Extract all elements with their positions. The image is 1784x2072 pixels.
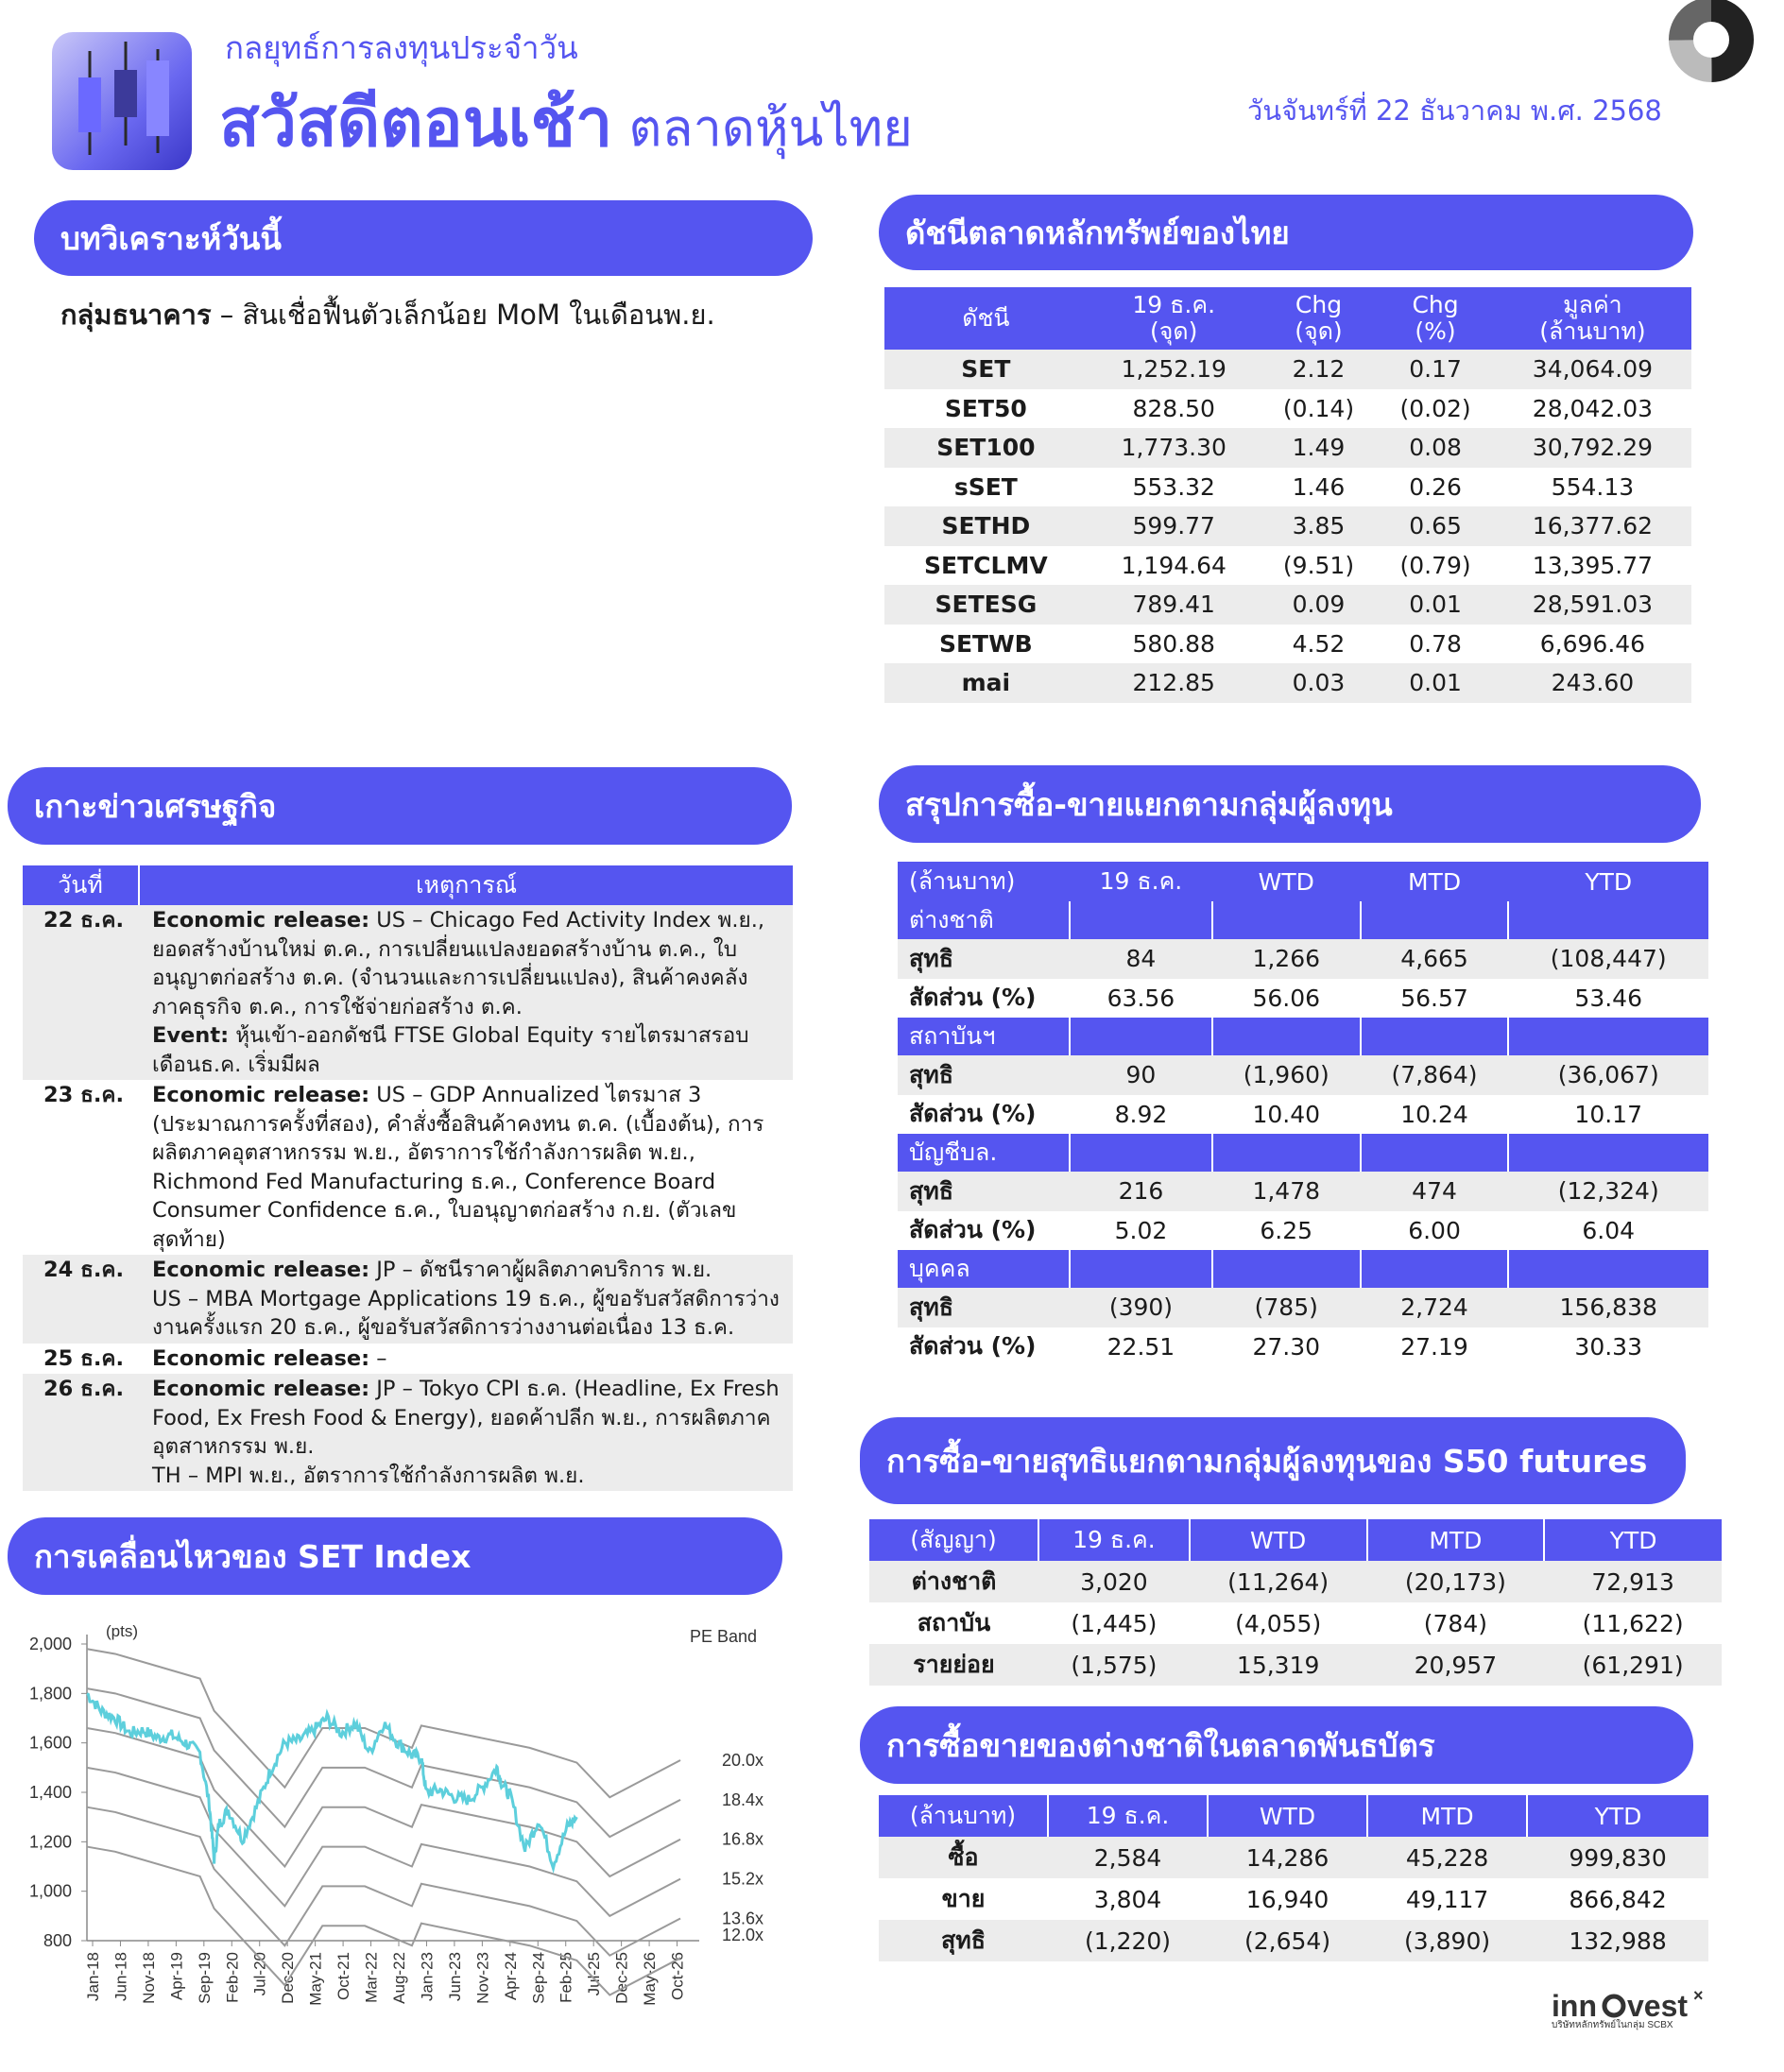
- y-tick-label: 1,400: [28, 1783, 72, 1802]
- news-item-text: JP – Tokyo CPI ธ.ค. (Headline, Ex Fresh Food, Ex Fresh Food & Energy), ยอดค้าปลีก พ.ย., การผลิตภาคอุตสาหกรรม พ.ย.: [152, 1377, 780, 1459]
- futures-table-col-header: 19 ธ.ค.: [1038, 1519, 1190, 1561]
- row-label: สัดส่วน (%): [909, 1100, 1037, 1128]
- table-cell: 3.85: [1261, 506, 1378, 546]
- news-item-text: US – Chicago Fed Activity Index พ.ย., ยอดสร้างบ้านใหม่ ต.ค., การเปลี่ยนแปลงยอดสร้างบ้าน ต.ค., ใบอนุญาตก่อสร้าง ต.ค. (จำนวนและการเปลี่ยนแปลง), สินค้าคงคลังภาคธุรกิจ ต.ค., การใช้จ่ายก่อสร้าง ต.ค.: [152, 908, 765, 1019]
- news-item-text: US – GDP Annualized ไตรมาส 3 (ประมาณการครั้งที่สอง), คำสั่งซื้อสินค้าคงทน ต.ค. (เบื้องต้น), การผลิตภาคอุตสาหกรรม พ.ย., อัตราการใช้กำลังการผลิต พ.ย., Richmond Fed Manufacturing ธ.ค., Conference Board Consumer Confidence ธ.ค., ใบอนุญาตก่อสร้าง ก.ย. (ตัวเลขสุดท้าย): [152, 1083, 764, 1252]
- table-cell: (390): [1070, 1288, 1212, 1327]
- news-event: [139, 1080, 793, 1255]
- empty-cell: [1508, 901, 1708, 939]
- table-cell: 63.56: [1106, 984, 1175, 1012]
- table-cell: (1,445): [1071, 1609, 1158, 1637]
- investor-group-row: [898, 1250, 1708, 1288]
- table-row: [869, 1644, 1722, 1686]
- table-row: [884, 428, 1691, 468]
- table-row: [884, 468, 1691, 507]
- table-cell: 72,913: [1544, 1561, 1722, 1602]
- investor-group-row: [898, 1134, 1708, 1172]
- pe-band-value: 12.0x: [722, 1926, 764, 1944]
- index-col-header: มูลค่า (ล้านบาท): [1494, 287, 1691, 350]
- pe-band-value: 16.8x: [722, 1829, 764, 1849]
- table-cell: 0.26: [1409, 472, 1462, 501]
- futures-table: [869, 1519, 1722, 1686]
- table-cell: 0.65: [1377, 506, 1494, 546]
- empty-cell: [1212, 1250, 1361, 1288]
- index-table: [884, 287, 1691, 703]
- news-event: [139, 1374, 793, 1491]
- futures-table-col-header: YTD: [1544, 1519, 1722, 1561]
- x-tick-label: Nov-18: [139, 1952, 158, 2004]
- table-row: [898, 1095, 1708, 1135]
- investor-group-name: บัญชีบล.: [898, 1134, 1070, 1172]
- table-cell: 474: [1361, 1172, 1509, 1211]
- x-tick-label: Jul-20: [250, 1952, 269, 1996]
- investor-group-name: บุคคล: [898, 1250, 1070, 1288]
- empty-cell: [1070, 1134, 1212, 1172]
- futures-heading: การซื้อ-ขายสุทธิแยกตามกลุ่มผู้ลงทุนของ S50 futures: [860, 1417, 1686, 1504]
- analysis-sector: กลุ่มธนาคาร: [60, 299, 212, 331]
- table-row: [898, 1055, 1708, 1095]
- index-name: SETHD: [884, 506, 1088, 546]
- x-tick-label: Sep-24: [529, 1952, 548, 2004]
- table-cell: 2,724: [1361, 1288, 1509, 1327]
- innovest-logo: [1552, 1988, 1731, 2033]
- table-cell: 45,228: [1367, 1837, 1527, 1878]
- svg-text:inn: inn: [1552, 1989, 1597, 2023]
- table-cell: 30.33: [1574, 1332, 1642, 1361]
- table-cell: 53.46: [1574, 984, 1642, 1012]
- analysis-text: [60, 293, 715, 336]
- table-cell: 10.24: [1400, 1100, 1468, 1128]
- table-cell: (785): [1212, 1288, 1361, 1327]
- table-cell: 5.02: [1114, 1216, 1168, 1244]
- empty-cell: [1361, 1134, 1509, 1172]
- table-cell: 1.46: [1292, 472, 1346, 501]
- bond-table-col-header: YTD: [1527, 1795, 1708, 1837]
- x-tick-label: Apr-19: [167, 1952, 186, 2001]
- x-tick-label: May-21: [306, 1952, 325, 2006]
- news-item-label: Economic release:: [152, 1345, 370, 1371]
- news-item-label: Economic release:: [152, 1083, 370, 1107]
- table-cell: (4,055): [1235, 1609, 1322, 1637]
- x-tick-label: Nov-23: [473, 1952, 492, 2004]
- y-tick-label: 2,000: [28, 1635, 72, 1653]
- table-cell: 156,838: [1508, 1288, 1708, 1327]
- table-row: [898, 1211, 1708, 1251]
- empty-cell: [1361, 1250, 1509, 1288]
- table-cell: (7,864): [1361, 1055, 1509, 1095]
- y-tick-label: 800: [43, 1931, 72, 1950]
- index-col-header: 19 ธ.ค. (จุด): [1088, 287, 1261, 350]
- empty-cell: [1212, 901, 1361, 939]
- row-label: สุทธิ: [898, 1055, 1070, 1095]
- table-cell: 28,591.03: [1494, 585, 1691, 625]
- news-item: [152, 1375, 783, 1462]
- table-row: [898, 979, 1708, 1019]
- table-row: [884, 625, 1691, 664]
- table-cell: (784): [1423, 1609, 1487, 1637]
- index-name: SET: [884, 350, 1088, 389]
- x-tick-label: Sep-19: [195, 1952, 214, 2004]
- pe-band-value: 13.6x: [722, 1909, 764, 1928]
- row-label: สถาบัน: [917, 1609, 991, 1636]
- news-row: [23, 905, 793, 1080]
- index-col-header: Chg (จุด): [1261, 287, 1378, 350]
- y-tick-label: 1,200: [28, 1832, 72, 1852]
- bond-table-col-header: (ล้านบาท): [879, 1795, 1048, 1837]
- x-tick-label: Jun-18: [112, 1952, 130, 2001]
- table-row: [884, 350, 1691, 389]
- news-date: 22 ธ.ค.: [43, 908, 125, 933]
- table-cell: 0.17: [1377, 350, 1494, 389]
- table-cell: 49,117: [1405, 1885, 1489, 1913]
- x-tick-label: Dec-25: [612, 1952, 631, 2004]
- header-title: [219, 70, 913, 175]
- table-cell: 0.09: [1261, 585, 1378, 625]
- table-cell: 34,064.09: [1494, 350, 1691, 389]
- bond-table: [879, 1795, 1708, 1961]
- index-name: sSET: [953, 472, 1018, 501]
- x-tick-label: Feb-25: [557, 1952, 575, 2003]
- bond-heading: การซื้อขายของต่างชาติในตลาดพันธบัตร: [860, 1706, 1693, 1784]
- table-row: [884, 546, 1691, 586]
- table-cell: 90: [1070, 1055, 1212, 1095]
- table-cell: 4,665: [1361, 939, 1509, 979]
- table-cell: (20,173): [1367, 1561, 1545, 1602]
- news-item-label: Economic release:: [152, 1258, 370, 1282]
- x-tick-label: Oct-21: [334, 1952, 353, 2001]
- news-date: 25 ธ.ค.: [43, 1345, 125, 1371]
- table-cell: 1,266: [1212, 939, 1361, 979]
- row-label: สุทธิ: [879, 1920, 1048, 1961]
- news-col-date: วันที่: [23, 865, 139, 905]
- x-tick-label: Jun-23: [445, 1952, 464, 2001]
- empty-cell: [1212, 1134, 1361, 1172]
- table-cell: (1,960): [1212, 1055, 1361, 1095]
- news-event: [139, 905, 793, 1080]
- svg-text:vest: vest: [1627, 1989, 1689, 2023]
- row-label: สัดส่วน (%): [909, 984, 1037, 1012]
- bond-table-col-header: 19 ธ.ค.: [1048, 1795, 1208, 1837]
- news-item: [152, 906, 783, 1021]
- investor-col-header: (ล้านบาท): [898, 862, 1070, 901]
- futures-table-col-header: MTD: [1367, 1519, 1545, 1561]
- news-item: [152, 1462, 783, 1491]
- news-item-text: US – MBA Mortgage Applications 19 ธ.ค., ผู้ขอรับสวัสดิการว่างงานครั้งแรก 20 ธ.ค., ผู้ขอรับสวัสดิการว่างงานต่อเนื่อง 13 ธ.ค.: [152, 1286, 780, 1340]
- table-cell: (0.02): [1399, 394, 1471, 422]
- table-cell: 10.17: [1574, 1100, 1642, 1128]
- table-cell: 30,792.29: [1494, 428, 1691, 468]
- svg-text:×: ×: [1693, 1986, 1704, 2005]
- y-axis-label: (pts): [106, 1622, 138, 1640]
- news-event: [139, 1255, 793, 1344]
- table-row: [898, 1172, 1708, 1211]
- bond-table-col-header: MTD: [1367, 1795, 1527, 1837]
- header-kicker: กลยุทธ์การลงทุนประจำวัน: [225, 29, 578, 66]
- table-cell: 554.13: [1551, 472, 1635, 501]
- news-item-text: หุ้นเข้า-ออกดัชนี FTSE Global Equity รายไตรมาสรอบเดือนธ.ค. เริ่มมีผล: [152, 1023, 749, 1077]
- news-event: [139, 1344, 793, 1375]
- futures-table-col-header: (สัญญา): [869, 1519, 1038, 1561]
- row-label: ต่างชาติ: [869, 1561, 1038, 1602]
- index-col-header: ดัชนี: [884, 287, 1088, 350]
- news-item: [152, 1256, 783, 1285]
- news-row: [23, 1344, 793, 1375]
- table-cell: 1.49: [1261, 428, 1378, 468]
- index-heading: ดัชนีตลาดหลักทรัพย์ของไทย: [879, 195, 1693, 270]
- empty-cell: [1508, 1134, 1708, 1172]
- futures-table-col-header: WTD: [1190, 1519, 1367, 1561]
- empty-cell: [1070, 901, 1212, 939]
- header-title-light: ตลาดหุ้นไทย: [628, 98, 913, 158]
- table-cell: 56.57: [1400, 984, 1468, 1012]
- pe-band-value: 20.0x: [722, 1750, 764, 1770]
- table-row: [898, 1288, 1708, 1327]
- news-item-text: TH – MPI พ.ย., อัตราการใช้กำลังการผลิต พ.ย.: [152, 1463, 585, 1488]
- table-cell: (0.14): [1282, 394, 1355, 422]
- x-tick-label: Mar-22: [362, 1952, 381, 2003]
- table-cell: 3,020: [1038, 1561, 1190, 1602]
- index-name: mai: [884, 663, 1088, 703]
- table-cell: 216: [1070, 1172, 1212, 1211]
- y-tick-label: 1,000: [28, 1881, 72, 1901]
- row-label: ขาย: [941, 1885, 986, 1912]
- news-item: [152, 1021, 783, 1079]
- table-row: [884, 506, 1691, 546]
- table-cell: 0.01: [1377, 585, 1494, 625]
- table-cell: 0.08: [1377, 428, 1494, 468]
- table-cell: 2.12: [1261, 350, 1378, 389]
- investor-col-header: WTD: [1212, 862, 1361, 901]
- news-item-label: Event:: [152, 1023, 230, 1048]
- svg-text:บริษัทหลักทรัพย์ในกลุ่ม SCBX: บริษัทหลักทรัพย์ในกลุ่ม SCBX: [1552, 2020, 1673, 2030]
- investor-group-row: [898, 901, 1708, 939]
- table-cell: 789.41: [1088, 585, 1261, 625]
- news-item-text: JP – ดัชนีราคาผู้ผลิตภาคบริการ พ.ย.: [369, 1258, 712, 1282]
- index-name: SET100: [884, 428, 1088, 468]
- table-cell: 27.19: [1400, 1332, 1468, 1361]
- news-col-event: เหตุการณ์: [139, 865, 793, 905]
- table-cell: (108,447): [1508, 939, 1708, 979]
- x-tick-label: Feb-20: [223, 1952, 242, 2003]
- news-item: [152, 1344, 783, 1374]
- pe-band-value: 18.4x: [722, 1789, 764, 1809]
- table-cell: 13,395.77: [1532, 551, 1654, 579]
- x-tick-label: Jan-23: [418, 1952, 437, 2001]
- table-cell: 599.77: [1088, 506, 1261, 546]
- news-table: [23, 865, 793, 1491]
- table-cell: 1,252.19: [1088, 350, 1261, 389]
- table-cell: (3,890): [1367, 1920, 1527, 1961]
- x-tick-label: Aug-22: [390, 1952, 408, 2004]
- row-label: สุทธิ: [898, 1288, 1070, 1327]
- investor-table: [898, 862, 1708, 1366]
- row-label: สัดส่วน (%): [909, 1332, 1037, 1361]
- news-heading: เกาะข่าวเศรษฐกิจ: [8, 767, 792, 845]
- news-date: 26 ธ.ค.: [43, 1377, 125, 1401]
- table-cell: 6,696.46: [1539, 629, 1646, 658]
- table-cell: (11,622): [1582, 1609, 1684, 1637]
- y-tick-label: 1,600: [28, 1733, 72, 1753]
- table-cell: 16,940: [1245, 1885, 1329, 1913]
- table-cell: 0.78: [1409, 629, 1462, 658]
- x-tick-label: Jan-18: [84, 1952, 102, 2001]
- set-index-chart: [0, 1589, 794, 2006]
- table-cell: (1,575): [1038, 1644, 1190, 1686]
- table-row: [884, 663, 1691, 703]
- table-cell: (9.51): [1282, 551, 1355, 579]
- index-name: SET50: [944, 394, 1027, 422]
- table-cell: 84: [1070, 939, 1212, 979]
- x-tick-label: Dec-20: [279, 1952, 298, 2004]
- empty-cell: [1361, 1018, 1509, 1055]
- table-cell: 1,773.30: [1088, 428, 1261, 468]
- news-row: [23, 1255, 793, 1344]
- table-row: [884, 585, 1691, 625]
- chart-heading: การเคลื่อนไหวของ SET Index: [8, 1517, 782, 1595]
- table-row: [898, 1327, 1708, 1367]
- table-cell: 20,957: [1367, 1644, 1545, 1686]
- investor-col-header: 19 ธ.ค.: [1070, 862, 1212, 901]
- table-cell: 27.30: [1252, 1332, 1321, 1361]
- investor-heading: สรุปการซื้อ-ขายแยกตามกลุ่มผู้ลงทุน: [879, 765, 1701, 843]
- table-cell: (11,264): [1190, 1561, 1367, 1602]
- news-row: [23, 1374, 793, 1491]
- table-cell: 2,584: [1048, 1837, 1208, 1878]
- row-label: ซื้อ: [879, 1837, 1048, 1878]
- bond-table-col-header: WTD: [1208, 1795, 1367, 1837]
- table-cell: (1,220): [1048, 1920, 1208, 1961]
- table-row: [879, 1920, 1708, 1961]
- header-title-bold: สวัสดีตอนเช้า: [219, 84, 613, 162]
- y-tick-label: 1,800: [28, 1684, 72, 1704]
- table-cell: 0.01: [1377, 663, 1494, 703]
- table-cell: 10.40: [1252, 1100, 1321, 1128]
- table-cell: 22.51: [1106, 1332, 1175, 1361]
- table-row: [869, 1561, 1722, 1602]
- table-cell: 14,286: [1208, 1837, 1367, 1878]
- empty-cell: [1070, 1018, 1212, 1055]
- table-cell: 0.03: [1261, 663, 1378, 703]
- row-label: สุทธิ: [898, 939, 1070, 979]
- table-cell: 866,842: [1569, 1885, 1667, 1913]
- row-label: สุทธิ: [898, 1172, 1070, 1211]
- table-cell: 1,194.64: [1121, 551, 1226, 579]
- table-cell: 56.06: [1252, 984, 1321, 1012]
- table-cell: (61,291): [1544, 1644, 1722, 1686]
- table-row: [869, 1602, 1722, 1644]
- brand-logo: [52, 32, 192, 170]
- table-row: [898, 939, 1708, 979]
- analysis-summary: – สินเชื่อฟื้นตัวเล็กน้อย MoM ในเดือนพ.ย.: [211, 299, 715, 331]
- report-date: วันจันทร์ที่ 22 ธันวาคม พ.ศ. 2568: [1247, 94, 1662, 127]
- index-name: SETCLMV: [924, 551, 1048, 579]
- table-cell: 553.32: [1132, 472, 1215, 501]
- table-row: [884, 389, 1691, 429]
- x-tick-label: Oct-26: [668, 1952, 687, 2001]
- table-cell: 8.92: [1114, 1100, 1168, 1128]
- table-cell: 3,804: [1093, 1885, 1162, 1913]
- table-cell: 999,830: [1527, 1837, 1708, 1878]
- empty-cell: [1361, 901, 1509, 939]
- investor-col-header: YTD: [1508, 862, 1708, 901]
- news-item: [152, 1081, 783, 1254]
- investor-group-row: [898, 1018, 1708, 1055]
- table-cell: 212.85: [1088, 663, 1261, 703]
- table-cell: (2,654): [1208, 1920, 1367, 1961]
- empty-cell: [1212, 1018, 1361, 1055]
- table-cell: 828.50: [1132, 394, 1215, 422]
- table-cell: 243.60: [1494, 663, 1691, 703]
- row-label: รายย่อย: [869, 1644, 1038, 1686]
- x-tick-label: Jul-25: [585, 1952, 604, 1996]
- table-cell: 16,377.62: [1494, 506, 1691, 546]
- index-col-header: Chg (%): [1377, 287, 1494, 350]
- x-tick-label: Apr-24: [501, 1952, 520, 2001]
- news-item-label: Economic release:: [152, 1377, 370, 1401]
- table-cell: 6.00: [1408, 1216, 1461, 1244]
- table-cell: (36,067): [1508, 1055, 1708, 1095]
- table-cell: 132,988: [1527, 1920, 1708, 1961]
- table-cell: 4.52: [1292, 629, 1346, 658]
- table-cell: (12,324): [1508, 1172, 1708, 1211]
- news-date: 24 ธ.ค.: [43, 1258, 125, 1282]
- set-index-line: [87, 1694, 576, 1869]
- row-label: สัดส่วน (%): [909, 1216, 1037, 1244]
- table-cell: 6.04: [1582, 1216, 1636, 1244]
- table-cell: (0.79): [1399, 551, 1471, 579]
- table-cell: 28,042.03: [1532, 394, 1654, 422]
- index-name: SETESG: [884, 585, 1088, 625]
- table-cell: 1,478: [1212, 1172, 1361, 1211]
- investor-group-name: สถาบันฯ: [898, 1018, 1070, 1055]
- table-cell: 6.25: [1260, 1216, 1313, 1244]
- empty-cell: [1508, 1018, 1708, 1055]
- news-date: 23 ธ.ค.: [43, 1083, 125, 1107]
- news-row: [23, 1080, 793, 1255]
- news-item-label: Economic release:: [152, 908, 370, 933]
- news-item: [152, 1285, 783, 1343]
- investor-group-name: ต่างชาติ: [898, 901, 1070, 939]
- index-name: SETWB: [938, 629, 1033, 658]
- donut-logo-icon: [1669, 0, 1754, 89]
- analysis-heading: บทวิเคราะห์วันนี้: [34, 200, 813, 276]
- pe-band-value: 15.2x: [722, 1869, 764, 1889]
- x-tick-label: May-26: [641, 1952, 660, 2006]
- table-row: [879, 1878, 1708, 1920]
- table-cell: 15,319: [1190, 1644, 1367, 1686]
- investor-col-header: MTD: [1361, 862, 1509, 901]
- empty-cell: [1070, 1250, 1212, 1288]
- news-item-text: –: [369, 1345, 387, 1371]
- empty-cell: [1508, 1250, 1708, 1288]
- table-row: [879, 1837, 1708, 1878]
- table-cell: 580.88: [1132, 629, 1215, 658]
- pe-band-label: PE Band: [690, 1627, 758, 1646]
